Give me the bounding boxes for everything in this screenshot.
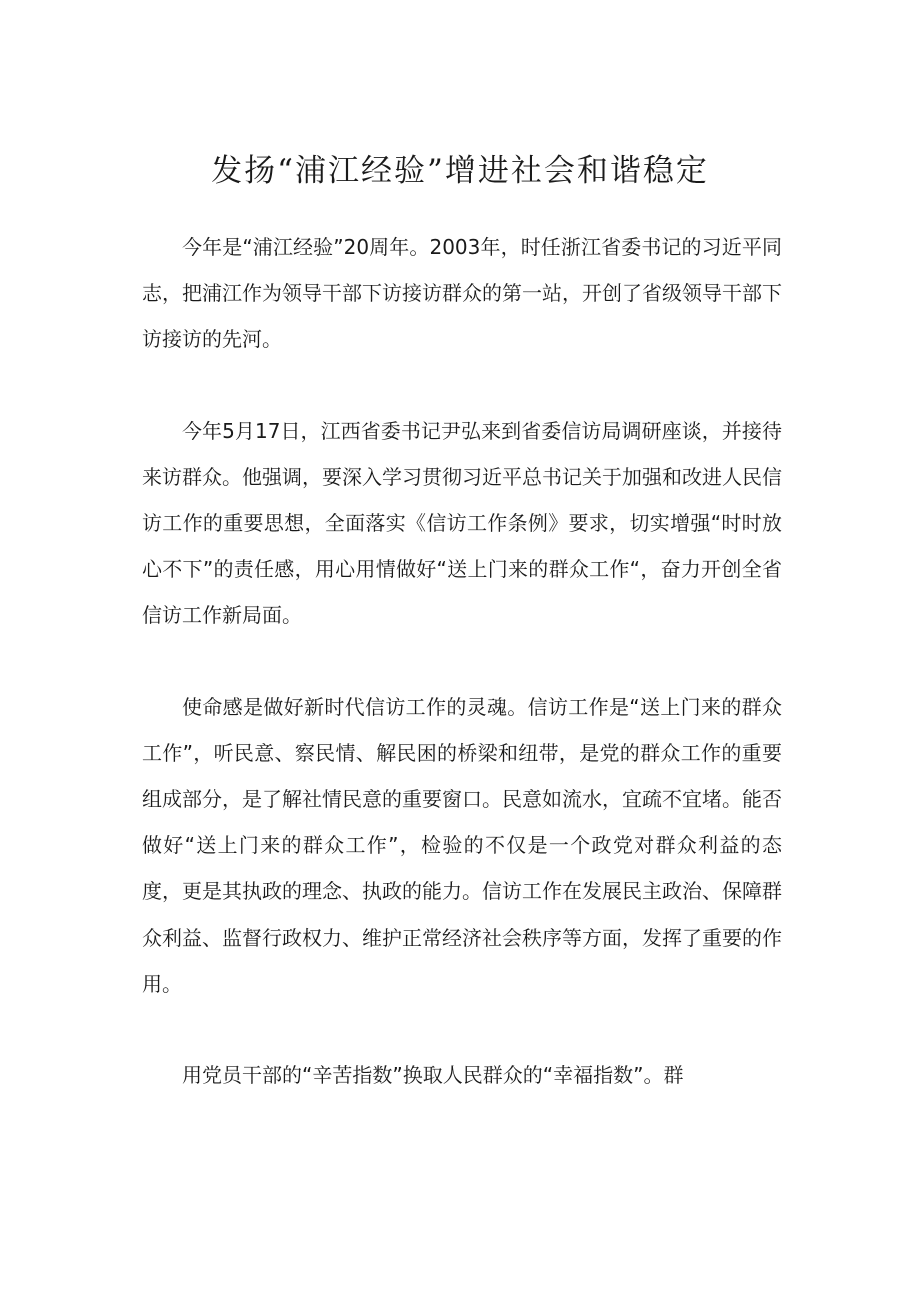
paragraph-4: 用党员干部的“辛苦指数”换取人民群众的“幸福指数”。群 <box>182 1063 684 1088</box>
document-title: 发扬“浦江经验”增进社会和谐稳定 <box>211 153 709 189</box>
paragraph-2: 今年5月17日，江西省委书记尹弘来到省委信访局调研座谈，并接待来访群众。他强调，要深入学习贯彻习近平总书记关于加强和改进人民信访工作的重要思想，全面落实《信访工作条例》要求，切实增强“时时放心不下”的责任感，用心用情做好“送上门来的群众工作“，奋力开创全省信访工作新局面。 <box>142 418 782 628</box>
paragraph-1: 今年是“浦江经验”20周年。2003年，时任浙江省委书记的习近平同志，把浦江作为领导干部下访接访群众的第一站，开创了省级领导干部下访接访的先河。 <box>142 235 782 352</box>
document-body <box>142 224 782 1143</box>
paragraph-3: 使命感是做好新时代信访工作的灵魂。信访工作是“送上门来的群众工作”，听民意、察民情、解民困的桥梁和纽带，是党的群众工作的重要组成部分，是了解社情民意的重要窗口。民意如流水，宜疏不宜堵。能否做好“送上门来的群众工作”，检验的不仅是一个政党对群众利益的态度，更是其执政的理念、执政的能力。信访工作在发展民主政治、保障群众利益、监督行政权力、维护正常经济社会秩序等方面，发挥了重要的作用。 <box>142 694 782 996</box>
